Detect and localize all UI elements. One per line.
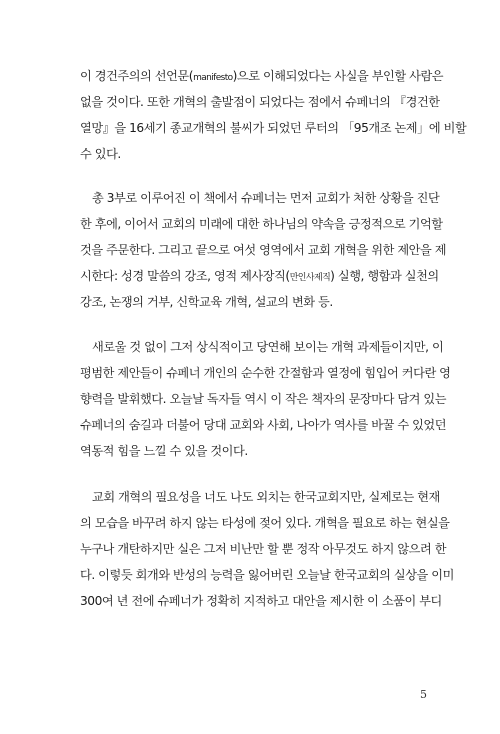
- text-line: 이 경건주의의 선언문(manifesto)으로 이해되었다는 사실을 부인할 사람은: [80, 69, 444, 83]
- text-line: 다. 이렇듯 회개와 반성의 능력을 잃어버린 오늘날 한국교회의 실상을 이미: [80, 568, 454, 582]
- text-line: 열망』을 16세기 종교개혁의 불씨가 되었던 루터의 「95개조 논제」에 비할: [80, 121, 467, 135]
- text-line: 시한다: 성경 말씀의 강조, 영적 제사장직(만인사제직) 실행, 행함과 실천의: [80, 269, 439, 283]
- text-line: 슈페너의 숨길과 더불어 당대 교회와 사회, 나아가 역사를 바꿀 수 있었던: [80, 418, 447, 432]
- text-line: 강조, 논쟁의 거부, 신학교육 개혁, 설교의 변화 등.: [80, 295, 333, 309]
- text-line: 없을 것이다. 또한 개혁의 출발점이 되었다는 점에서 슈페너의 『경건한: [80, 95, 440, 109]
- text-line: 향력을 발휘했다. 오늘날 독자들 역시 이 작은 책자의 문장마다 담겨 있는: [80, 392, 447, 406]
- text-line: 한 후에, 이어서 교회의 미래에 대한 하나님의 약속을 긍정적으로 기억할: [80, 217, 443, 231]
- page-number: 5: [420, 688, 427, 701]
- text-line: 새로울 것 없이 그저 상식적이고 당연해 보이는 개혁 과제들이지만, 이: [92, 340, 444, 354]
- text-line: 것을 주문한다. 그리고 끝으로 여섯 영역에서 교회 개혁을 위한 제안을 제: [80, 243, 447, 257]
- text-line: 의 모습을 바꾸려 하지 않는 타성에 젖어 있다. 개혁을 필요로 하는 현실을: [80, 516, 450, 530]
- text-line: 평범한 제안들이 슈페너 개인의 순수한 간절함과 열정에 힘입어 커다란 영: [80, 366, 451, 380]
- text-line: 교회 개혁의 필요성을 너도 나도 외치는 한국교회지만, 실제로는 현재: [92, 490, 440, 504]
- text-line: 역동적 힘을 느낄 수 있을 것이다.: [80, 444, 248, 458]
- text-line: 수 있다.: [80, 147, 121, 161]
- text-line: 총 3부로 이루어진 이 책에서 슈페너는 먼저 교회가 처한 상황을 진단: [92, 191, 440, 205]
- text-line: 300여 년 전에 슈페너가 정확히 지적하고 대안을 제시한 이 소품이 부디: [80, 594, 442, 608]
- text-line: 누구나 개탄하지만 실은 그저 비난만 할 뿐 정작 아무것도 하지 않으려 한: [80, 542, 447, 556]
